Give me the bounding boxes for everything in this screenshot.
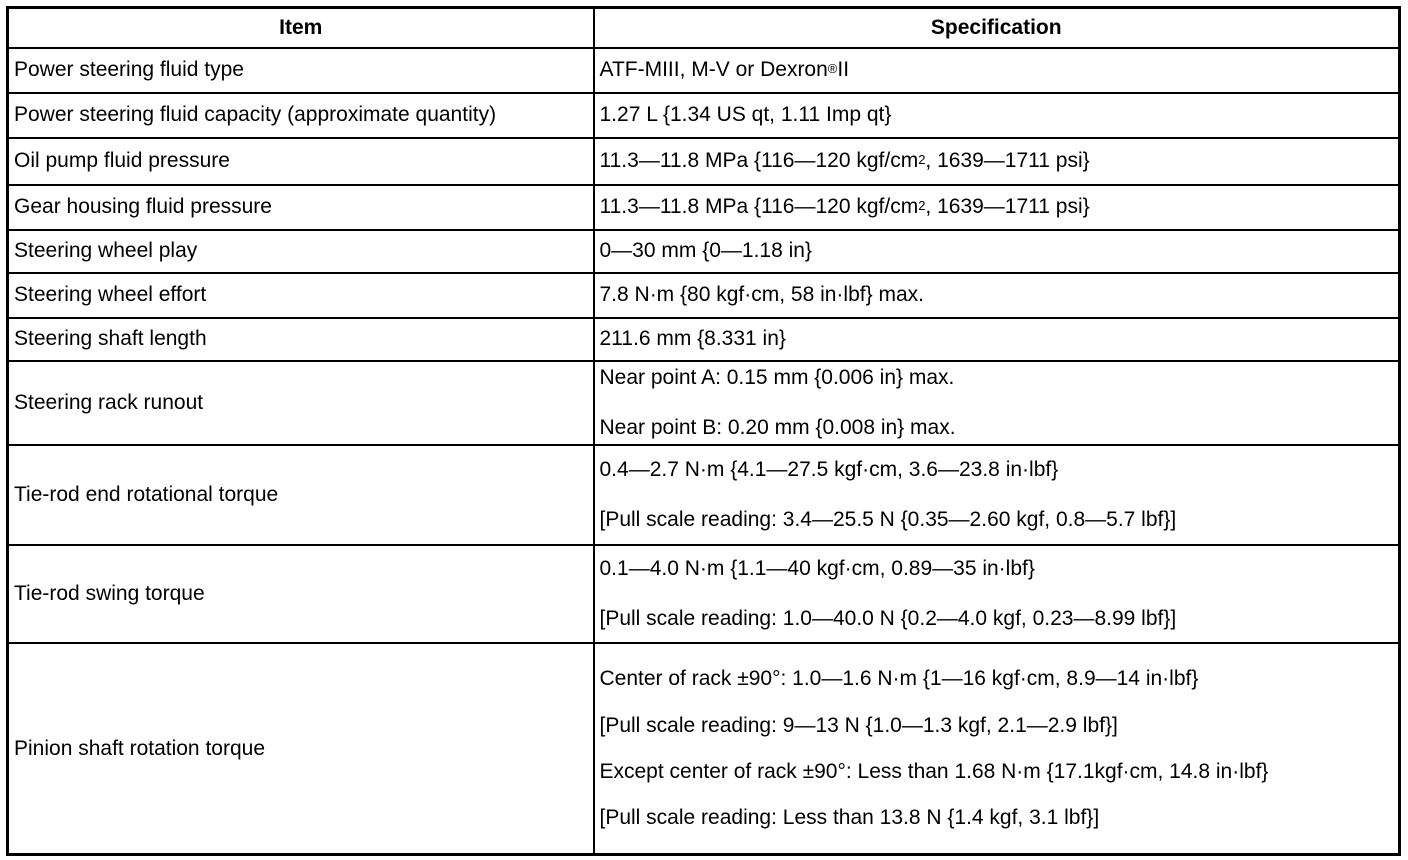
specification-text: [Pull scale reading: Less than 13.8 N {1.4 kgf, 3.1 lbf}] (599, 805, 1100, 829)
specification-line (600, 195, 1394, 219)
table-row (8, 93, 1400, 138)
specification-text: 1.27 L {1.34 US qt, 1.11 Imp qt} (599, 103, 892, 126)
specification-text: [Pull scale reading: 1.0—40.0 N {0.2—4.0 kgf, 0.23—8.99 lbf}] (599, 607, 1177, 631)
specification-line (600, 607, 1394, 631)
item-cell: Gear housing fluid pressure (8, 185, 594, 230)
specification-line (600, 714, 1394, 738)
table-row (8, 318, 1400, 361)
specification-cell (594, 230, 1400, 273)
specification-line (600, 508, 1394, 532)
specification-cell (594, 93, 1400, 138)
specification-cell (594, 318, 1400, 361)
superscript: 2 (918, 152, 926, 168)
item-cell: Tie-rod swing torque (8, 545, 594, 643)
table-row (8, 273, 1400, 318)
specification-text-suffix: II (837, 57, 850, 81)
specification-line (600, 557, 1394, 581)
specification-line (600, 283, 1394, 307)
specification-line (600, 239, 1394, 263)
table-row (8, 445, 1400, 545)
specification-text-suffix: , 1639—1711 psi} (925, 195, 1090, 219)
specification-line (600, 760, 1394, 784)
superscript: ® (827, 60, 838, 76)
specification-cell (594, 545, 1400, 643)
item-cell: Steering wheel effort (8, 273, 594, 318)
specification-text: 7.8 N·m {80 kgf·cm, 58 in·lbf} max. (599, 283, 924, 307)
table-row (8, 185, 1400, 230)
specification-line (600, 366, 1394, 390)
specification-cell (594, 273, 1400, 318)
specification-cell (594, 361, 1400, 445)
table-body (8, 48, 1400, 855)
specification-text: [Pull scale reading: 9—13 N {1.0—1.3 kgf, 2.1—2.9 lbf}] (599, 713, 1118, 737)
item-cell: Oil pump fluid pressure (8, 138, 594, 185)
specification-text: ATF-MIII, M-V or Dexron (599, 57, 828, 81)
specification-text: 11.3—11.8 MPa {116—120 kgf/cm (599, 149, 919, 173)
specification-text: 11.3—11.8 MPa {116—120 kgf/cm (599, 195, 919, 219)
specification-line (600, 416, 1394, 440)
table-row (8, 138, 1400, 185)
specification-text: [Pull scale reading: 3.4—25.5 N {0.35—2.60 kgf, 0.8—5.7 lbf}] (599, 507, 1177, 531)
superscript: 2 (918, 198, 926, 214)
header-specification: Specification (594, 8, 1400, 48)
item-cell: Tie-rod end rotational torque (8, 445, 594, 545)
table-row (8, 545, 1400, 643)
specification-cell (594, 185, 1400, 230)
item-cell: Steering shaft length (8, 318, 594, 361)
specification-line (600, 327, 1394, 351)
specification-text: 0.1—4.0 N·m {1.1—40 kgf·cm, 0.89—35 in·lbf} (599, 557, 1035, 581)
specification-table (6, 6, 1401, 856)
table-row (8, 230, 1400, 273)
specification-text: 0—30 mm {0—1.18 in} (599, 239, 812, 263)
item-cell: Steering rack runout (8, 361, 594, 445)
header-row (8, 8, 1400, 48)
header-item: Item (8, 8, 594, 48)
table-row (8, 643, 1400, 854)
specification-text: 0.4—2.7 N·m {4.1—27.5 kgf·cm, 3.6—23.8 in·lbf} (599, 457, 1059, 481)
specification-cell (594, 445, 1400, 545)
specification-cell (594, 643, 1400, 854)
specification-text: Near point A: 0.15 mm {0.006 in} max. (599, 365, 955, 389)
specification-line (600, 58, 1394, 82)
specification-line (600, 149, 1394, 173)
specification-text: Near point B: 0.20 mm {0.008 in} max. (599, 415, 956, 439)
item-cell: Steering wheel play (8, 230, 594, 273)
specification-text-suffix: , 1639—1711 psi} (925, 149, 1090, 173)
specification-text: Except center of rack ±90°: Less than 1.68 N·m {17.1kgf·cm, 14.8 in·lbf} (599, 759, 1269, 783)
specification-text: Center of rack ±90°: 1.0—1.6 N·m {1—16 kgf·cm, 8.9—14 in·lbf} (599, 667, 1199, 691)
table-row (8, 48, 1400, 93)
specification-text: 211.6 mm {8.331 in} (599, 327, 786, 351)
specification-cell (594, 138, 1400, 185)
specification-line (600, 667, 1394, 691)
table-row (8, 361, 1400, 445)
item-cell: Power steering fluid capacity (approximate quantity) (8, 93, 594, 138)
item-cell: Pinion shaft rotation torque (8, 643, 594, 854)
specification-line (600, 458, 1394, 482)
item-cell: Power steering fluid type (8, 48, 594, 93)
specification-line (600, 806, 1394, 830)
specification-cell (594, 48, 1400, 93)
specification-line (600, 103, 1394, 127)
